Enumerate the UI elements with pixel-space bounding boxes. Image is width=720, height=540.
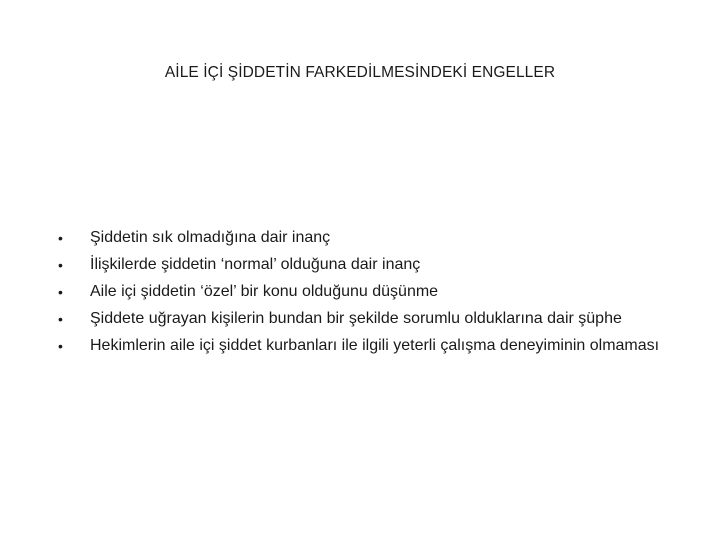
bullet-dot-icon: •: [58, 284, 63, 300]
bullet-item: [0, 336, 720, 356]
bullet-list: [0, 228, 720, 363]
bullet-text: Şiddetin sık olmadığına dair inanç: [90, 229, 331, 246]
bullet-text: İlişkilerde şiddetin ‘normal’ olduğuna dair inanç: [90, 256, 421, 273]
bullet-item: [0, 228, 720, 248]
bullet-dot-icon: •: [58, 338, 63, 354]
bullet-item: [0, 282, 720, 302]
bullet-dot-icon: •: [58, 257, 63, 273]
bullet-item: [0, 309, 720, 329]
bullet-dot-icon: •: [58, 311, 63, 327]
bullet-item: [0, 255, 720, 275]
bullet-text: Aile içi şiddetin ‘özel’ bir konu olduğunu düşünme: [90, 283, 439, 300]
bullet-dot-icon: •: [58, 230, 63, 246]
slide-title: AİLE İÇİ ŞİDDETİN FARKEDİLMESİNDEKİ ENGELLER: [164, 64, 556, 81]
bullet-text: Hekimlerin aile içi şiddet kurbanları ile ilgili yeterli çalışma deneyiminin olmaması: [90, 337, 660, 354]
bullet-text: Şiddete uğrayan kişilerin bundan bir şekilde sorumlu olduklarına dair şüphe: [90, 310, 622, 327]
